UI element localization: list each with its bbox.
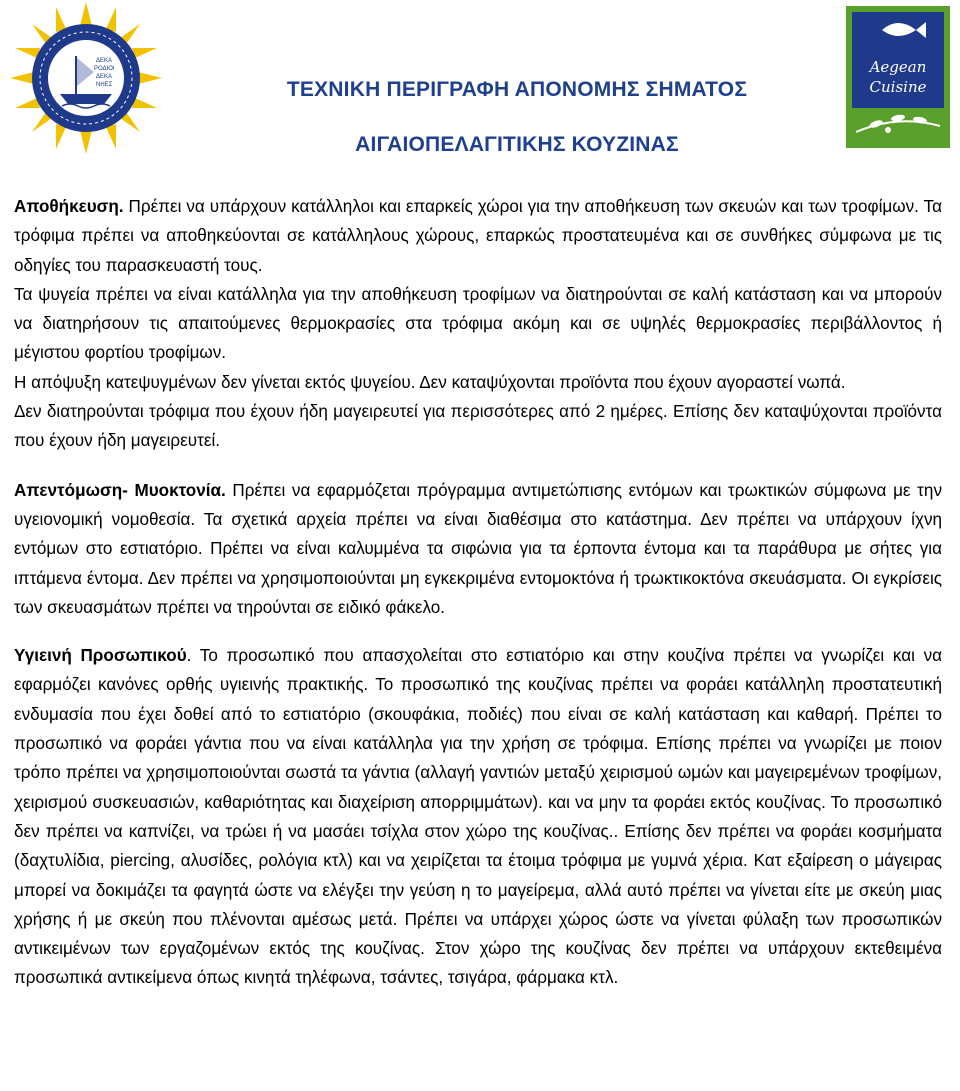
emblem-text-4: ΝΗΕΣ [96, 82, 113, 88]
aegean-cuisine-logo [842, 2, 954, 152]
emblem-text-2: ΡΟΔΙΟΙ [94, 66, 115, 72]
pest-control-paragraph [14, 476, 942, 622]
fridge-paragraph: Τα ψυγεία πρέπει να είναι κατάλληλα για την αποθήκευση τροφίμων να διατηρούνται σε καλή κατάσταση και να μπορούν να διατηρήσουν τις απαιτούμενες θερμοκρασίες στα τρόφιμα ακόμη και σε υψηλές θερμοκρασίες περιβάλλοντος ή μέγιστου φορτίου τροφίμων. [14, 284, 942, 363]
document-title-line-1: ΤΕΧΝΙΚΗ ΠΕΡΙΓΡΑΦΗ ΑΠΟΝΟΜΗΣ ΣΗΜΑΤΟΣ [286, 78, 748, 102]
storage-heading: Αποθήκευση. [14, 197, 124, 216]
logo-cuisine-word: Cuisine [869, 78, 927, 96]
staff-hygiene-heading: Υγιεινή Προσωπικού [14, 646, 187, 666]
pest-control-text: Πρέπει να εφαρμόζεται πρόγραμμα αντιμετώπισης εντόμων και τρωκτικών σύμφωνα με την υγειονομική νομοθεσία. Τα σχετικά αρχεία πρέπει να είναι διαθέσιμα στο κατάστημα. Δεν πρέπει να υπάρχουν ίχνη εντόμων στο εστιατόριο. Πρέπει να είναι καλυμμένα τα σιφώνια για τα έρποντα έντομα και τα παράθυρα με σήτες για ιπτάμενα έντομα. Δεν πρέπει να χρησιμοποιούνται μη εγκεκριμένα εντομοκτόνα ή τρωκτικοκτόνα σκευάσματα. Οι εγκρίσεις των σκευασμάτων πρέπει να τηρούνται σε ειδικό φάκελο. [14, 480, 942, 617]
storage-paragraph [14, 192, 942, 280]
staff-hygiene-paragraph [14, 641, 942, 993]
document-body [14, 192, 942, 993]
logo-aegean-word: Aegean [869, 58, 927, 76]
chamber-logo-left [10, 2, 162, 154]
staff-hygiene-text: . Το προσωπικό που απασχολείται στο εστιατόριο και στην κουζίνα πρέπει να γνωρίζει και να εφαρμόζει κανόνες ορθής υγιεινής πρακτικής. Το προσωπικό της κουζίνας πρέπει να φοράει κατάλληλη προστατευτική ενδυμασία που έχει δοθεί από το εστιατόριο (σκουφάκια, ποδιές) που είναι σε καλή κατάσταση και καθαρή. Πρέπει το προσωπικό να φοράει γάντια που να είναι κατάλληλα για την χρήση σε τρόφιμα. Επίσης πρέπει να γνωρίζει με ποιον τρόπο πρέπει να χρησιμοποιούνται σωστά τα γάντια (αλλαγή γαντιών μεταξύ χειρισμού ωμών και μαγειρεμένων τροφίμων, χειρισμού συσκευασιών, καθαριότητας και διαχείριση απορριμμάτων). και να μην τα φοράει εκτός κουζίνας. Το προσωπικό δεν πρέπει να καπνίζει, να τρώει ή να μασάει τσίχλα στον χώρο της κουζίνας.. Επίσης δεν πρέπει να φοράει κοσμήματα (δαχτυλίδια, piercing, αλυσίδες, ρολόγια κτλ) και να χειρίζεται τα έτοιμα τρόφιμα με γυμνά χέρια. Κατ εξαίρεση ο μάγειρας μπορεί να δοκιμάζει τα φαγητά ώστε να ελέγξει την γεύση η το μαγείρεμα, αλλά αυτό πρέπει να γίνεται είτε με σκεύη μιας χρήσης ή με σκεύη που πλένονται αμέσως μετά. Πρέπει να υπάρχει χώρος ώστε να γίνεται φύλαξη των προσωπικών αντικειμένων των εργαζομένων εκτός της κουζίνας. Στον χώρο της κουζίνας δεν πρέπει να υπάρχουν εκτεθειμένα προσωπικά αντικείμενα όπως κινητά τηλέφωνα, τσάντες, τσιγάρα, φάρμακα κτλ. [14, 646, 942, 988]
storage-text: Πρέπει να υπάρχουν κατάλληλοι και επαρκείς χώροι για την αποθήκευση των σκευών και των τροφίμων. Τα τρόφιμα πρέπει να αποθηκεύονται σε κατάλληλους χώρους, επαρκώς προστατευμένα και σε συνθήκες σύμφωνα με τις οδηγίες του παρασκευαστή τους. [14, 197, 942, 275]
emblem-text-1: ΔΕΚΑ [96, 58, 113, 64]
leftovers-paragraph: Δεν διατηρούνται τρόφιμα που έχουν ήδη μαγειρευτεί για περισσότερες από 2 ημέρες. Επίσης δεν καταψύχονται προϊόντα που έχουν ήδη μαγειρευτεί. [14, 402, 942, 451]
document-title-line-2: ΑΙΓΑΙΟΠΕΛΑΓΙΤΙΚΗΣ ΚΟΥΖΙΝΑΣ [355, 133, 679, 157]
paragraph-gap [14, 456, 942, 476]
emblem-text-3: ΔΕΚΑ [96, 74, 113, 80]
paragraph-gap [14, 622, 942, 641]
defrost-paragraph: Η απόψυξη κατεψυγμένων δεν γίνεται εκτός ψυγείου. Δεν καταψύχονται προϊόντα που έχουν αγοραστεί νωπά. [14, 372, 846, 392]
pest-control-heading: Απεντόμωση- Μυοκτονία. [14, 480, 226, 500]
